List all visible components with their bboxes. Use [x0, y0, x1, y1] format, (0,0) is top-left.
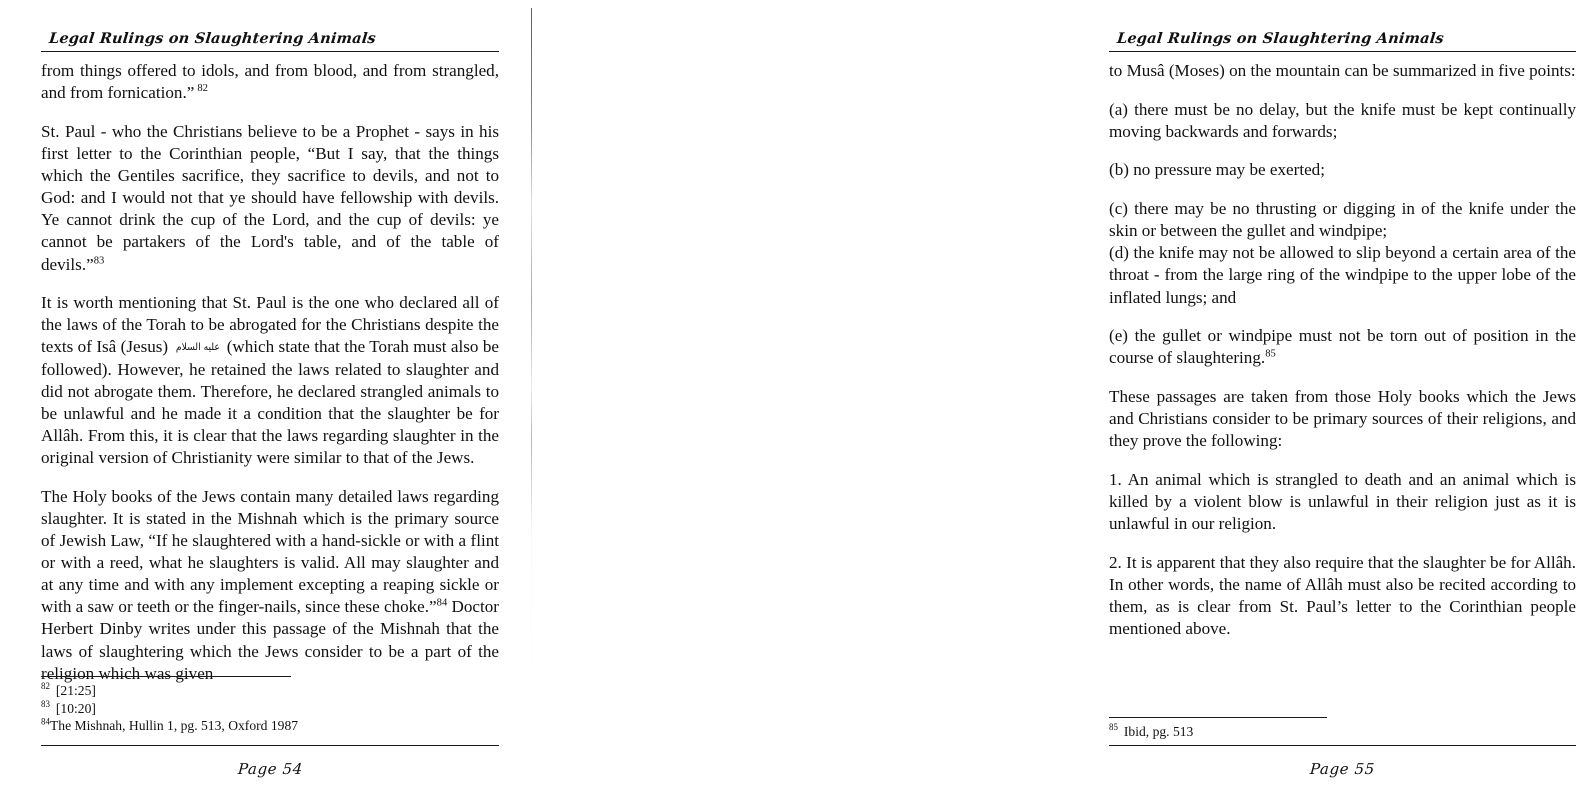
footnote-85 [1109, 723, 1576, 741]
body-text-right [1109, 60, 1576, 640]
footnote-ref-82: 82 [197, 83, 208, 95]
paragraph-text-cont: Doctor Herbert Dinby writes under this passage of the Mishnah that the laws of slaughtering which the Jews consider to be a part of the religion which was given [41, 597, 499, 683]
list-item-d [1109, 242, 1576, 308]
paragraph-text: from things offered to idols, and from blood, and from strangled, and from fornication.” [41, 61, 499, 103]
footnote-number: 85 [1109, 722, 1118, 733]
numbered-item-2 [1109, 552, 1576, 641]
footnote-number: 83 [41, 699, 50, 710]
paragraph-text: 1. An animal which is strangled to death and an animal which is killed by a violent blow is unlawful in their religion just as it is unlawful in our religion. [1109, 469, 1576, 533]
running-header-title: Legal Rulings on Slaughtering Animals [1116, 30, 1445, 47]
footnotes-left [41, 676, 499, 735]
running-header-left [41, 30, 499, 56]
footer-right [1109, 745, 1576, 779]
footnote-ref-85: 85 [1265, 348, 1276, 360]
body-text-left [41, 60, 499, 685]
running-header-right [1109, 30, 1576, 56]
paragraph-text-cont: (which state that the Torah must also be followed). However, he retained the laws related to slaughter and did not abrogate them. Therefore, he declared strangled animals to be unlawful and he made it a condition that the slaughter be for Allâh. From this, it is clear that the laws regarding slaughter in the original version of Christianity were similar to that of the Jews. [41, 337, 499, 467]
paragraph-text: (b) no pressure may be exerted; [1109, 160, 1325, 180]
footnote-83 [41, 700, 499, 718]
footnote-82 [41, 682, 499, 700]
paragraph-text: (c) there may be no thrusting or digging in of the knife under the skin or between the gullet and windpipe; [1109, 199, 1576, 241]
list-item-c [1109, 198, 1576, 242]
paragraph-text: St. Paul - who the Christians believe to be a Prophet - says in his first letter to the Corinthian people, “But I say, that the things which the Gentiles sacrifice, they sacrifice to devils, and not to God: and I would not that ye should have fellowship with devils. Ye cannot drink the cup of the Lord, and the cup of devils: ye cannot be partakers of the Lord's table, and of the table of devils.” [41, 121, 499, 274]
footnotes-right [1109, 717, 1576, 741]
paragraph-musa-five-points [1109, 60, 1576, 82]
paragraph-holy-books-prove [1109, 386, 1576, 452]
header-rule [1109, 51, 1576, 52]
footer-left [41, 745, 499, 779]
list-item-b [1109, 159, 1576, 181]
footnote-ref-84: 84 [436, 597, 448, 609]
paragraph-torah-abrogated [41, 292, 499, 469]
paragraph-text: The Holy books of the Jews contain many detailed laws regarding slaughter. It is stated in the Mishnah which is the primary source of Jewish Law, “If he slaughtered with a hand-sickle or with a flint or with a reed, what he slaughters is valid. All may slaughter and at any time and with any implement excepting a reaping sickle or with a saw or teeth or the finger-nails, since these choke.” [41, 486, 499, 617]
page-number-right: Page 55 [1309, 760, 1376, 778]
page-right [530, 0, 1576, 809]
page-left [0, 0, 530, 809]
footnote-separator [1109, 717, 1327, 718]
paragraph-text: (e) the gullet or windpipe must not be torn out of position in the course of slaughtering. [1109, 326, 1576, 368]
footnote-ref-83: 83 [93, 254, 105, 266]
footnote-text: [21:25] [55, 683, 96, 698]
footnote-text: [10:20] [55, 700, 96, 716]
footnote-number: 84 [41, 716, 50, 727]
book-gutter-line [531, 8, 532, 663]
running-header-title: Legal Rulings on Slaughtering Animals [48, 30, 377, 47]
footnote-text: The Mishnah, Hullin 1, pg. 513, Oxford 1987 [49, 718, 299, 734]
footnote-text: Ibid, pg. 513 [1123, 724, 1194, 739]
footnote-separator [41, 676, 291, 677]
paragraph-text: to Musâ (Moses) on the mountain can be summarized in five points: [1109, 61, 1576, 80]
paragraph-continuation [41, 60, 499, 104]
page-number-left: Page 54 [236, 760, 304, 778]
islamic-honorific-icon: عليه السلام [175, 342, 220, 354]
list-item-e [1109, 325, 1576, 369]
footnote-84 [41, 717, 499, 735]
footer-separator [1109, 745, 1576, 746]
paragraph-mishnah [41, 486, 499, 685]
paragraph-text: (d) the knife may not be allowed to slip beyond a certain area of the throat - from the large ring of the windpipe to the upper lobe of the inflated lungs; and [1109, 243, 1576, 307]
paragraph-text: (a) there must be no delay, but the knife must be kept continually moving backwards and forwards; [1109, 99, 1576, 141]
paragraph-text: It is worth mentioning that St. Paul is the one who declared all of the laws of the Torah to be abrogated for the Christians despite the texts of Isâ (Jesus) [41, 293, 499, 357]
header-rule [41, 51, 499, 52]
paragraph-st-paul-corinthians [41, 121, 499, 276]
numbered-item-1 [1109, 469, 1576, 535]
footnote-number: 82 [41, 681, 50, 692]
footer-separator [41, 745, 499, 746]
paragraph-text: 2. It is apparent that they also require that the slaughter be for Allâh. In other words, the name of Allâh must also be recited according to them, as is clear from St. Paul’s letter to the Corinthian people mentioned above. [1109, 552, 1576, 638]
paragraph-text: These passages are taken from those Holy books which the Jews and Christians consider to be primary sources of their religions, and they prove the following: [1109, 386, 1576, 451]
list-item-a [1109, 99, 1576, 143]
